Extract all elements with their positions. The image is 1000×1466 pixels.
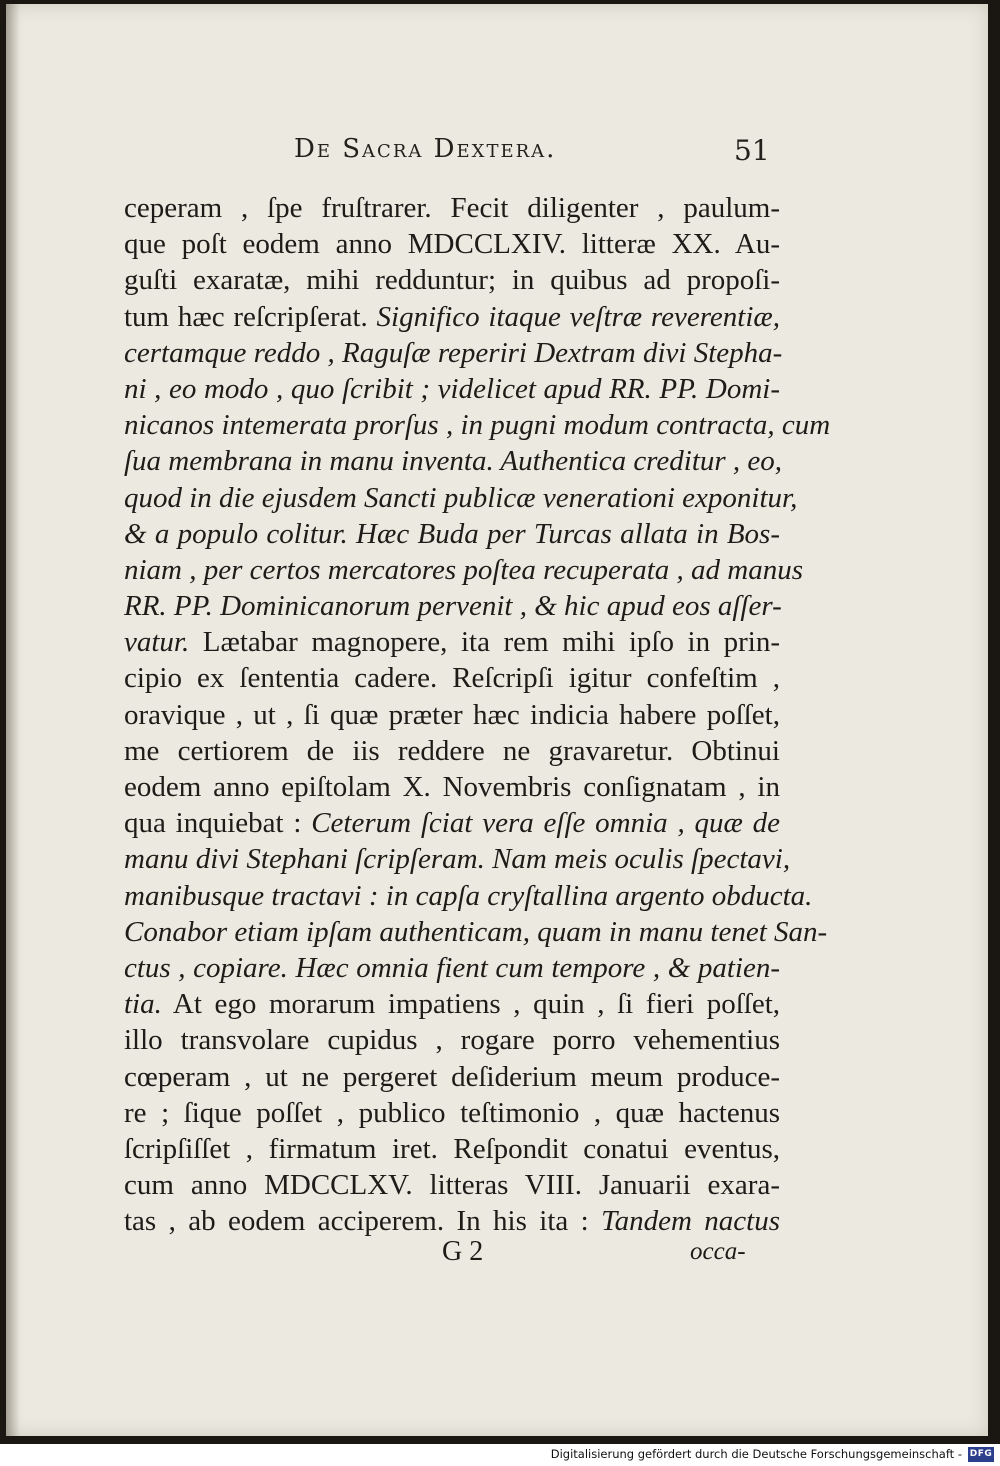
roman-text-segment: cœperam , ut ne pergeret deſiderium meum produce- <box>124 1060 780 1093</box>
roman-text-segment: qua inquiebat : <box>124 807 312 840</box>
page-header <box>6 134 988 174</box>
text-line <box>124 1203 780 1239</box>
text-line <box>124 914 828 950</box>
text-line <box>124 841 791 877</box>
book-page <box>6 4 988 1436</box>
catchword: occa- <box>690 1238 746 1265</box>
text-line <box>124 986 780 1022</box>
italic-text-segment: ni , eo modo , quo ſcribit ; videlicet apud RR. PP. Domi- <box>124 372 780 405</box>
italic-text-segment: & a populo colitur. Hæc Buda per Turcas allata in Bos- <box>124 517 780 550</box>
italic-text-segment: RR. PP. Dominicanorum pervenit , & hic apud eos aſſer- <box>124 590 782 623</box>
text-line <box>124 588 780 624</box>
page-footer <box>6 1236 988 1276</box>
italic-text-segment: vatur. <box>124 626 190 659</box>
roman-text-segment: me certiorem de iis reddere ne gravaretur. Obtinui <box>124 734 780 767</box>
roman-text-segment: ſcripſiſſet , firmatum iret. Reſpondit conatui eventus, <box>124 1132 780 1165</box>
text-line <box>124 660 780 696</box>
roman-text-segment: guſti exaratæ, mihi redduntur; in quibus ad propoſi- <box>124 264 780 297</box>
text-line <box>124 1131 780 1167</box>
signature-mark: G 2 <box>442 1236 484 1267</box>
italic-text-segment: Conabor etiam ipſam authenticam, quam in manu tenet San- <box>124 915 828 948</box>
text-line <box>124 733 780 769</box>
text-line <box>124 226 780 262</box>
italic-text-segment: manibusque tractavi : in capſa cryſtallina argento obducta. <box>124 879 813 912</box>
text-line <box>124 516 780 552</box>
italic-text-segment: certamque reddo , Raguſæ reperiri Dextram divi Stepha- <box>124 336 783 369</box>
italic-text-segment: manu divi Stephani ſcripſeram. Nam meis oculis ſpectavi, <box>124 843 791 876</box>
dfg-credit-bar <box>0 1444 1000 1466</box>
text-line <box>124 769 780 805</box>
roman-text-segment: oravique , ut , ſi quæ præter hæc indicia habere poſſet, <box>124 698 780 731</box>
text-line <box>124 443 783 479</box>
italic-text-segment: tia. <box>124 988 162 1021</box>
text-line <box>124 805 780 841</box>
italic-text-segment: Tandem nactus <box>601 1205 780 1238</box>
text-line <box>124 480 798 516</box>
italic-text-segment: Significo itaque veſtræ reverentiæ, <box>376 300 781 333</box>
text-line <box>124 697 780 733</box>
text-line <box>124 1095 780 1131</box>
body-text <box>124 190 831 1239</box>
italic-text-segment: niam , per certos mercatores poſtea recuperata , ad manus <box>124 553 803 586</box>
italic-text-segment: ctus , copiare. Hæc omnia fient cum tempore , & patien- <box>124 951 780 984</box>
roman-text-segment: Lætabar magnopere, ita rem mihi ipſo in prin- <box>189 626 780 659</box>
text-line <box>124 1022 780 1058</box>
roman-text-segment: re ; ſique poſſet , publico teſtimonio , quæ hactenus <box>124 1096 780 1129</box>
italic-text-segment: nicanos intemerata prorſus , in pugni modum contracta, cum <box>124 409 831 442</box>
text-line <box>124 407 831 443</box>
dfg-logo: DFG <box>968 1447 994 1462</box>
text-line <box>124 624 780 660</box>
text-line <box>124 299 780 335</box>
text-line <box>124 1167 780 1203</box>
text-line <box>124 950 780 986</box>
roman-text-segment: tum hæc reſcripſerat. <box>124 300 377 333</box>
roman-text-segment: que poſt eodem anno MDCCLXIV. litteræ XX. Au- <box>124 228 780 261</box>
page-number: 51 <box>734 134 770 167</box>
text-line <box>124 190 780 226</box>
roman-text-segment: tas , ab eodem acciperem. In his ita : <box>124 1205 602 1238</box>
page-gutter-shadow <box>6 4 20 1436</box>
text-line <box>124 262 780 298</box>
italic-text-segment: Ceterum ſciat vera eſſe omnia , quæ de <box>311 807 781 840</box>
roman-text-segment: eodem anno epiſtolam X. Novembris conſignatam , in <box>124 771 780 803</box>
text-line <box>124 878 813 914</box>
text-line <box>124 1059 780 1095</box>
roman-text-segment: ceperam , ſpe fruſtrarer. Fecit diligenter , paulum- <box>124 192 780 224</box>
text-line <box>124 335 783 371</box>
dfg-credit-text: Digitalisierung gefördert durch die Deutsche Forschungsgemeinschaft - <box>550 1447 962 1461</box>
italic-text-segment: ſua membrana in manu inventa. Authentica creditur , eo, <box>124 445 783 478</box>
italic-text-segment: quod in die ejusdem Sancti publicæ venerationi exponitur, <box>124 481 798 514</box>
roman-text-segment: illo transvolare cupidus , rogare porro vehementius <box>124 1024 780 1057</box>
text-line <box>124 552 803 588</box>
roman-text-segment: cipio ex ſententia cadere. Reſcripſi igitur confeſtim , <box>124 662 780 695</box>
roman-text-segment: At ego morarum impatiens , quin , ſi fieri poſſet, <box>161 988 780 1021</box>
running-title: De Sacra Dextera. <box>294 134 557 164</box>
roman-text-segment: cum anno MDCCLXV. litteras VIII. Januarii exara- <box>124 1169 780 1202</box>
text-line <box>124 371 780 407</box>
